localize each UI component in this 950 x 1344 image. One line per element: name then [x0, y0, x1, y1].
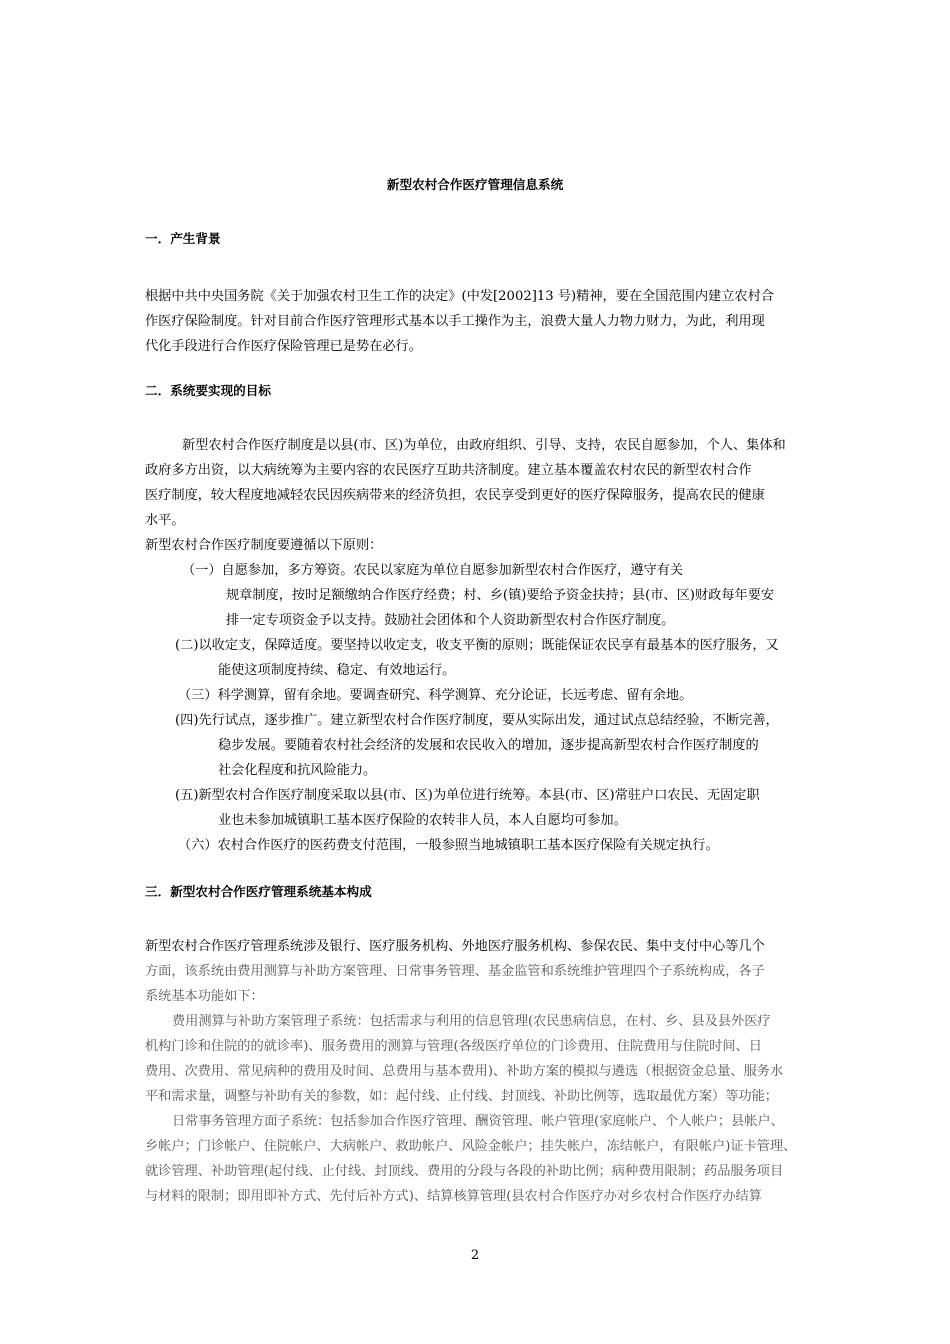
paragraph-line: 方面，该系统由费用测算与补助方案管理、日常事务管理、基金监管和系统维护管理四个子系统构成，各子 — [145, 964, 765, 979]
principle-item: 稳步发展。要随着农村社会经济的发展和农民收入的增加，逐步提高新型农村合作医疗制度的 — [218, 738, 759, 753]
paragraph-line: 就诊管理、补助管理(起付线、止付线、封顶线、费用的分段与各段的补助比例；病种费用限制；药品服务项目 — [145, 1164, 784, 1179]
paragraph-line: 医疗制度，较大程度地减轻农民因疾病带来的经济负担，农民享受到更好的医疗保障服务，提高农民的健康 — [145, 488, 765, 503]
principle-item: 排一定专项资金予以支持。鼓励社会团体和个人资助新型农村合作医疗制度。 — [226, 613, 675, 628]
page-title: 新型农村合作医疗管理信息系统 — [386, 177, 564, 192]
paragraph-line: 代化手段进行合作医疗保险管理已是势在必行。 — [145, 339, 422, 354]
paragraph-line: 新型农村合作医疗制度是以县(市、区)为单位，由政府组织、引导、支持，农民自愿参加，个人、集体和 — [182, 438, 786, 453]
paragraph-line: 政府多方出资，以大病统筹为主要内容的农民医疗互助共济制度。建立基本覆盖农村农民的新型农村合作 — [145, 463, 752, 478]
paragraph-line: 日常事务管理方面子系统：包括参加合作医疗管理、酬资管理、帐户管理(家庭帐户、个人帐户；县帐户、 — [172, 1114, 784, 1129]
section-heading-goals: 二．系统要实现的目标 — [145, 383, 271, 398]
principle-item: 业也未参加城镇职工基本医疗保险的农转非人员，本人自愿均可参加。 — [218, 813, 627, 828]
paragraph-line: 作医疗保险制度。针对目前合作医疗管理形式基本以手工操作为主，浪费大量人力物力财力，为此，利用现 — [145, 314, 765, 329]
paragraph-line: 水平。 — [145, 513, 185, 528]
section-heading-background: 一．产生背景 — [145, 231, 221, 246]
page-number: 2 — [470, 1248, 480, 1263]
principle-item: （三）科学测算，留有余地。要调查研究、科学测算、充分论证，长远考虑、留有余地。 — [178, 688, 693, 703]
principle-item: （一）自愿参加，多方筹资。农民以家庭为单位自愿参加新型农村合作医疗，遵守有关 — [182, 563, 684, 578]
paragraph-line: 与材料的限制；即用即补方式、先付后补方式)、结算核算管理(县农村合作医疗办对乡农村合作医疗办结算 — [145, 1189, 762, 1204]
principle-item: 规章制度，按时足额缴纳合作医疗经费；村、乡(镇)要给予资金扶持；县(市、区)财政每年要安 — [226, 588, 775, 603]
principle-item: (二)以收定支，保障适度。要坚持以收定支，收支平衡的原则；既能保证农民享有最基本的医疗服务，又 — [175, 638, 779, 653]
paragraph-line: 费用、次费用、常见病种的费用及时间、总费用与基本费用)、补助方案的模拟与遴选（根据资金总量、服务水 — [145, 1064, 784, 1079]
principle-item: (四)先行试点，逐步推广。建立新型农村合作医疗制度，要从实际出发，通过试点总结经验，不断完善， — [175, 713, 779, 728]
paragraph-line: 新型农村合作医疗制度要遵循以下原则： — [145, 538, 383, 553]
paragraph-line: 系统基本功能如下： — [145, 989, 264, 1004]
paragraph-line: 机构门诊和住院的的就诊率)、服务费用的测算与管理(各级医疗单位的门诊费用、住院费用与住院时间、日 — [145, 1039, 762, 1054]
principle-item: (五)新型农村合作医疗制度采取以县(市、区)为单位进行统筹。本县(市、区)常驻户口农民、无固定职 — [175, 788, 760, 803]
paragraph-line: 费用测算与补助方案管理子系统：包括需求与利用的信息管理(农民患病信息，在村、乡、县及县外医疗 — [172, 1014, 771, 1029]
principle-item: （六）农村合作医疗的医药费支付范围，一般参照当地城镇职工基本医疗保险有关规定执行。 — [178, 838, 719, 853]
section-heading-structure: 三．新型农村合作医疗管理系统基本构成 — [145, 884, 372, 899]
paragraph-line: 新型农村合作医疗管理系统涉及银行、医疗服务机构、外地医疗服务机构、参保农民、集中支付中心等几个 — [145, 939, 765, 954]
paragraph-line: 根据中共中央国务院《关于加强农村卫生工作的决定》(中发[2002]13 号)精神，要在全国范围内建立农村合 — [145, 289, 774, 304]
paragraph-line: 平和需求量，调整与补助有关的参数，如：起付线、止付线、封顶线、补助比例等，选取最优方案）等功能； — [145, 1089, 778, 1104]
principle-item: 能使这项制度持续、稳定、有效地运行。 — [218, 663, 456, 678]
paragraph-line: 乡帐户；门诊帐户、住院帐户、大病帐户、救助帐户、风险金帐户；挂失帐户，冻结帐户，有限帐户)证卡管理、 — [145, 1139, 797, 1154]
principle-item: 社会化程度和抗风险能力。 — [218, 763, 377, 778]
